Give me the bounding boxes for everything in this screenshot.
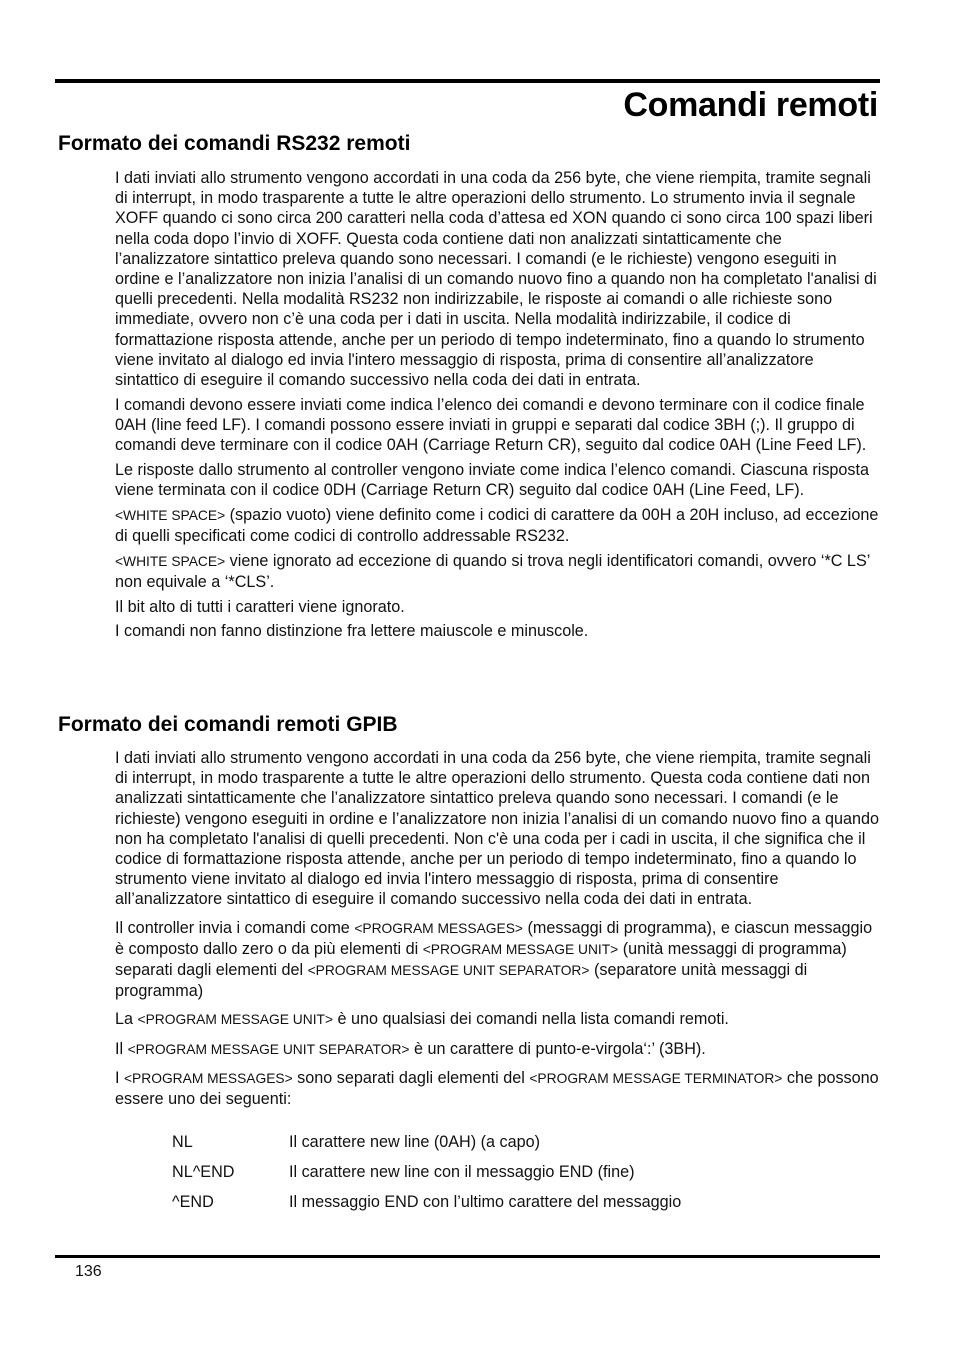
rs232-paragraph-5-text: viene ignorato ad eccezione di quando si trova negli identificatori comandi, ovvero ‘*C LS’ non equivale a ‘*CLS’. xyxy=(115,551,870,591)
rs232-section xyxy=(115,168,879,646)
gpib-p5-c: che possono essere uno dei seguenti: xyxy=(115,1068,879,1109)
gpib-p2-a: Il controller invia i comandi come xyxy=(115,918,355,937)
gpib-p4-a: Il xyxy=(115,1039,128,1058)
gpib-p3-a: La xyxy=(115,1010,138,1029)
rs232-paragraph-5 xyxy=(115,551,879,592)
program-message-terminator-term: <PROGRAM MESSAGE TERMINATOR> xyxy=(529,1070,783,1086)
rs232-paragraph-1: I dati inviati allo strumento vengono accordati in una coda da 256 byte, che viene riempita, tramite segnali di interrupt, in modo trasparente a tutte le altre operazioni dello strumento. Lo strumento invia il segnale XOFF quando ci sono circa 200 caratteri nella coda d’attesa ed XON quando ci sono circa 100 spazi liberi nella coda dopo l’invio di XOFF. Questa coda contiene dati non analizzati sintatticamente che l’analizzatore sintattico preleva quando sono necessari. I comandi (e le richieste) vengono eseguiti in ordine e l’analizzatore non inizia l’analisi di un comando nuovo fino a quando non ha completato l'analisi di quelli precedenti. Nella modalità RS232 non indirizzabile, le risposte ai comandi o alle richieste sono immediate, ovvero non c’è una coda per i dati in uscita. Nella modalità indirizzabile, il codice di formattazione risposta attende, anche per un periodo di tempo indeterminato, fino a quando lo strumento viene invitato al dialogo ed invia l'intero messaggio di risposta, prima di consentire all’analizzatore sintattico di eseguire il comando successivo nella coda dei dati in entrata. xyxy=(115,169,877,390)
white-space-term: <WHITE SPACE> xyxy=(115,553,226,569)
program-message-unit-separator-term: <PROGRAM MESSAGE UNIT SEPARATOR> xyxy=(127,1041,410,1057)
gpib-paragraph-4 xyxy=(115,1039,879,1060)
terminator-key: NL xyxy=(172,1133,193,1151)
gpib-p5-b: sono separati dagli elementi del xyxy=(292,1068,530,1087)
gpib-p2-d: (separatore unità messaggi di programma) xyxy=(115,961,808,1001)
gpib-p3-b: è uno qualsiasi dei comandi nella lista comandi remoti. xyxy=(333,1010,729,1029)
terminator-key: ^END xyxy=(172,1193,214,1211)
program-messages-term: <PROGRAM MESSAGES> xyxy=(124,1070,293,1086)
rs232-paragraph-2: I comandi devono essere inviati come indica l’elenco dei comandi e devono terminare con il codice finale 0AH (line feed LF). I comandi possono essere inviati in gruppi e separati dal codice 3BH (;). Il gruppo di comandi deve terminare con il codice 0AH (Carriage Return CR), seguito dal codice 0AH (Line Feed LF). xyxy=(115,395,867,455)
gpib-p2-c: (unità messaggi di programma) separati dagli elementi del xyxy=(115,939,847,980)
rs232-paragraph-3: Le risposte dallo strumento al controller vengono inviate come indica l’elenco comandi. Ciascuna risposta viene terminata con il codice 0DH (Carriage Return CR) seguito dal codice 0AH (Line Feed, LF). xyxy=(115,460,870,500)
program-message-unit-term: <PROGRAM MESSAGE UNIT> xyxy=(137,1012,334,1028)
terminator-description: Il messaggio END con l’ultimo carattere del messaggio xyxy=(289,1193,682,1211)
white-space-term: <WHITE SPACE> xyxy=(115,507,226,523)
gpib-section xyxy=(115,748,879,1117)
terminator-description: Il carattere new line con il messaggio END (fine) xyxy=(289,1163,635,1181)
gpib-heading: Formato dei comandi remoti GPIB xyxy=(58,713,398,736)
rs232-heading: Formato dei comandi RS232 remoti xyxy=(58,132,411,155)
gpib-paragraph-1: I dati inviati allo strumento vengono accordati in una coda da 256 byte, che viene riempita, tramite segnali di interrupt, in modo trasparente a tutte le altre operazioni dello strumento. Questa coda contiene dati non analizzati sintatticamente che l’analizzatore sintattico preleva quando sono necessari. I comandi (e le richieste) vengono eseguiti in ordine e l’analizzatore non inizia l’analisi di un comando nuovo fino a quando non ha completato l'analisi di quelli precedenti. Non c'è una coda per i cadi in uscita, il che significa che il codice di formattazione risposta attende, anche per un periodo di tempo indeterminato, fino a quando lo strumento viene invitato al dialogo ed invia l'intero messaggio di risposta, prima di consentire all’analizzatore sintattico di eseguire il comando successivo nella coda dei dati in entrata. xyxy=(115,749,880,909)
gpib-p2-b: (messaggi di programma), e ciascun messaggio è composto dallo zero o da più elementi di xyxy=(115,918,873,958)
gpib-paragraph-2 xyxy=(115,918,879,1002)
top-rule xyxy=(55,79,880,83)
page-title: Comandi remoti xyxy=(623,86,878,124)
rs232-paragraph-6: Il bit alto di tutti i caratteri viene ignorato. xyxy=(115,597,405,616)
gpib-paragraph-5 xyxy=(115,1068,879,1109)
rs232-paragraph-7: I comandi non fanno distinzione fra lettere maiuscole e minuscole. xyxy=(115,622,589,641)
terminator-key: NL^END xyxy=(172,1163,235,1181)
gpib-p4-b: è un carattere di punto-e-virgola‘:’ (3BH). xyxy=(409,1039,706,1058)
rs232-paragraph-4-text: (spazio vuoto) viene definito come i codici di carattere da 00H a 20H incluso, ad eccezione di quelli specificati come codici di controllo addressable RS232. xyxy=(115,505,879,545)
gpib-p5-a: I xyxy=(115,1068,124,1087)
page-number: 136 xyxy=(75,1263,102,1280)
program-messages-term: <PROGRAM MESSAGES> xyxy=(354,920,523,936)
bottom-rule xyxy=(55,1255,880,1258)
program-message-unit-term: <PROGRAM MESSAGE UNIT> xyxy=(422,941,619,957)
program-message-unit-separator-term: <PROGRAM MESSAGE UNIT SEPARATOR> xyxy=(307,963,590,979)
rs232-paragraph-4 xyxy=(115,505,879,546)
gpib-paragraph-3 xyxy=(115,1009,879,1030)
terminator-description: Il carattere new line (0AH) (a capo) xyxy=(289,1133,541,1151)
